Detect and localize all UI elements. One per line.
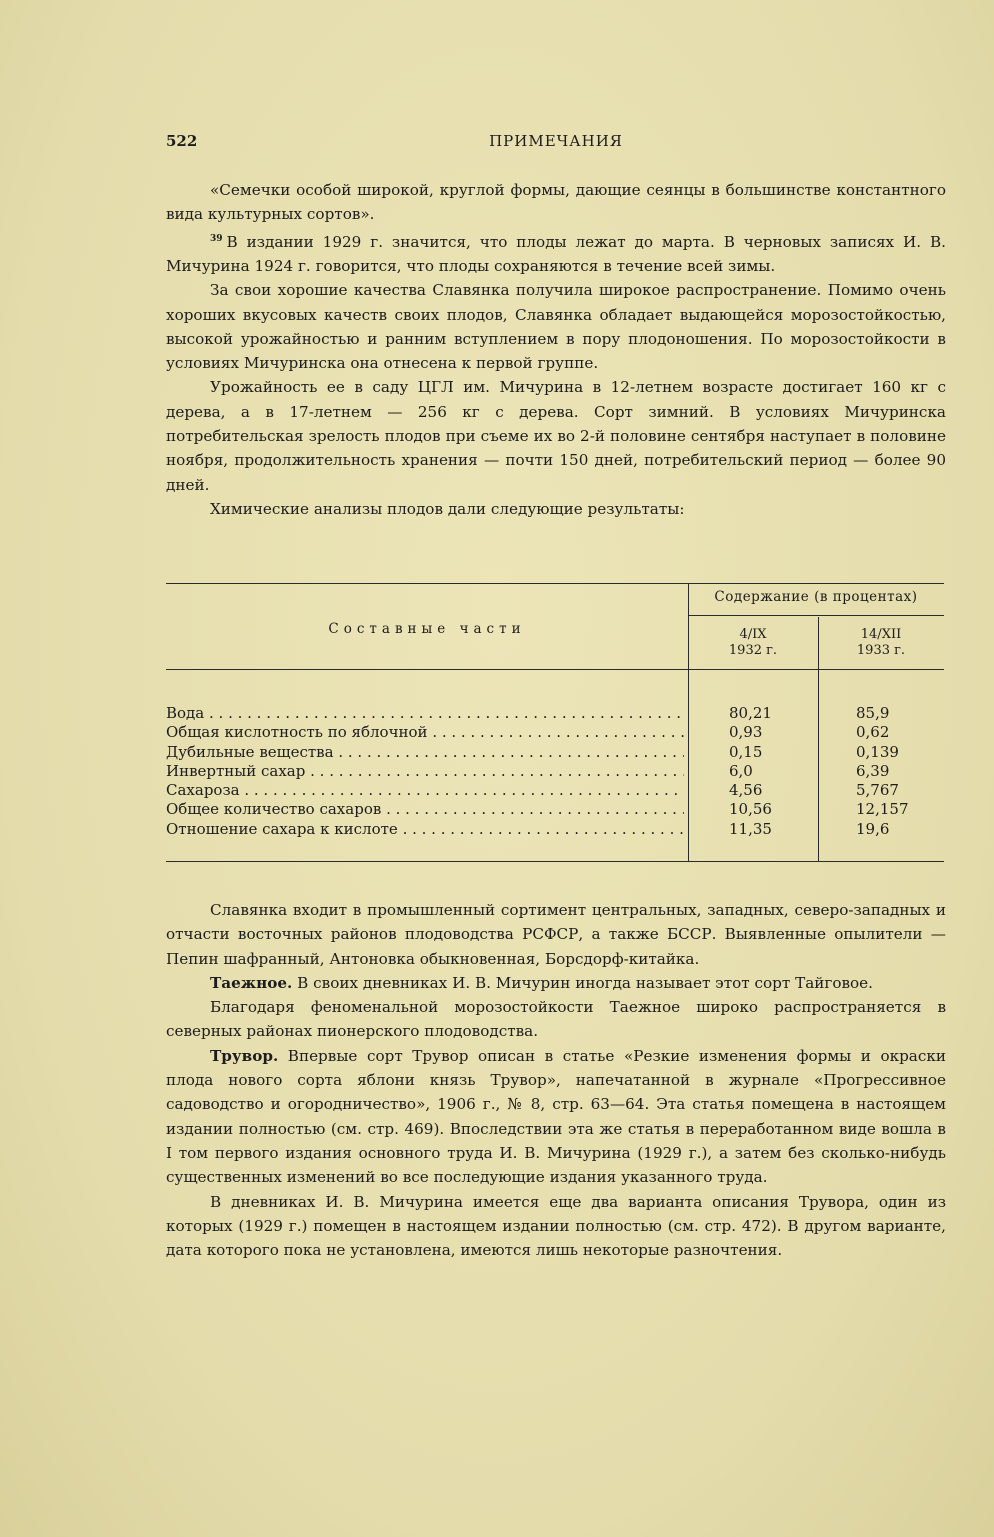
paragraph-analysis-intro: Химические анализы плодов дали следующие результаты: [210, 499, 685, 518]
table-row [166, 800, 944, 819]
row-label: Дубильные вещества . . . [166, 743, 684, 762]
paragraph-truvor [166, 1044, 946, 1190]
value-1933: 6,39 [856, 761, 890, 780]
header-date-1932: 4/IX 1932 г. [728, 627, 778, 658]
footnote-text: В издании 1929 г. значится, что плоды лежат до марта. В черновых записях И. В. Мичурина 1924 г. говорится, что плоды сохраняются в течение всей зимы. [166, 232, 946, 275]
top-text-block [166, 178, 946, 521]
table-row [166, 781, 944, 800]
value-1933: 0,62 [856, 723, 890, 742]
running-title: ПРИМЕЧАНИЯ [489, 132, 623, 150]
paragraph-truvor-variants: В дневниках И. В. Мичурина имеется еще два варианта описания Трувора, один из которых (1929 г.) помещен в настоящем издании полностью (см. стр. 472). В другом варианте, дата которого пока не установлена, имеются лишь некоторые разночтения. [166, 1192, 946, 1260]
row-label: Вода . . . [166, 704, 684, 723]
paragraph-slavyanka-assortment: Славянка входит в промышленный сортимент центральных, западных, северо-западных и отчасти восточных районов плодоводства РСФСР, а также БССР. Выявленные опылители — Пепин шафранный, Антоновка обыкновенная, Борсдорф-китайка. [166, 901, 946, 968]
value-1932: 0,15 [729, 742, 763, 761]
paragraph-footnote-39 [166, 227, 946, 279]
value-1933: 19,6 [856, 819, 890, 838]
row-label: Сахароза . . . [166, 781, 684, 800]
table-row [166, 723, 944, 742]
chemical-analysis-table [166, 583, 944, 863]
row-label: Общее количество сахаров . . . [166, 800, 684, 819]
entry-title-truvor: Трувор. [210, 1046, 279, 1065]
table-bottom-rule [166, 861, 944, 862]
value-1932: 0,93 [729, 723, 763, 742]
value-1933: 12,157 [856, 800, 909, 819]
value-1932: 11,35 [729, 819, 772, 838]
table-row [166, 762, 944, 781]
entry-text-truvor: Впервые сорт Трувор описан в статье «Резкие изменения формы и окраски плода нового сорта яблони князь Трувор», напечатанной в журнале «Прогрессивное садоводство и огородничество», 1906 г., № 8, стр. 63—64. Эта статья помещена в настоящем издании полностью (см. стр. 469). Впоследствии эта же статья в переработанном виде вошла в I том первого издания основного труда И. В. Мичурина (1929 г.), а затем без сколько-нибудь существенных изменений во все последующие издания указанного труда. [166, 1046, 946, 1187]
value-1932: 10,56 [729, 800, 772, 819]
table-body [166, 704, 944, 839]
row-label: Инвертный сахар . . . [166, 762, 684, 781]
value-1932: 4,56 [729, 781, 763, 800]
paragraph-qualities: За свои хорошие качества Славянка получила широкое распространение. Помимо очень хороших вкусовых качеств своих плодов, Славянка обладает выдающейся морозостойкостью, высокой урожайностью и ранним вступлением в пору плодоношения. По морозостойкости в условиях Мичуринска она отнесена к первой группе. [166, 281, 946, 373]
value-1932: 80,21 [729, 704, 772, 722]
entry-title-taezhnoe: Таежное. [210, 973, 293, 992]
value-1933: 85,9 [856, 704, 890, 722]
header-components: Составные части [328, 621, 526, 637]
page-number: 522 [166, 132, 198, 150]
footnote-marker: 39 [210, 233, 223, 244]
table-group-rule [688, 615, 944, 616]
paragraph-quote: «Семечки особой широкой, круглой формы, дающие сеянцы в большинстве константного вида культурных сортов». [166, 181, 946, 224]
row-label: Общая кислотность по яблочной . . . [166, 723, 684, 742]
table-row [166, 704, 944, 723]
entry-text-taezhnoe: В своих дневниках И. В. Мичурин иногда называет этот сорт Тайговое. [292, 973, 873, 992]
page-header [166, 132, 946, 156]
row-label: Отношение сахара к кислоте . . . [166, 820, 684, 839]
header-content-percent: Содержание (в процентах) [714, 589, 918, 605]
bottom-text-block [166, 898, 946, 1262]
paragraph-taezhnoe [166, 971, 946, 995]
paragraph-yield: Урожайность ее в саду ЦГЛ им. Мичурина в 12-летнем возрасте достигает 160 кг с дерева, а в 17-летнем — 256 кг с дерева. Сорт зимний. В условиях Мичуринска потребительская зрелость плодов при съеме их во 2-й половине сентября наступает в половине ноября, продолжительность хранения — почти 150 дней, потребительский период — более 90 дней. [166, 378, 946, 494]
header-date-1933: 14/XII 1933 г. [856, 627, 906, 658]
table-row [166, 743, 944, 762]
paragraph-taezhnoe-hardiness: Благодаря феноменальной морозостойкости Таежное широко распространяется в северных районах пионерского плодоводства. [166, 998, 946, 1041]
table-top-rule [166, 583, 944, 584]
value-1933: 0,139 [856, 742, 899, 761]
value-1933: 5,767 [856, 781, 899, 800]
table-header-rule [166, 669, 944, 670]
value-1932: 6,0 [729, 761, 753, 780]
table-row [166, 820, 944, 839]
